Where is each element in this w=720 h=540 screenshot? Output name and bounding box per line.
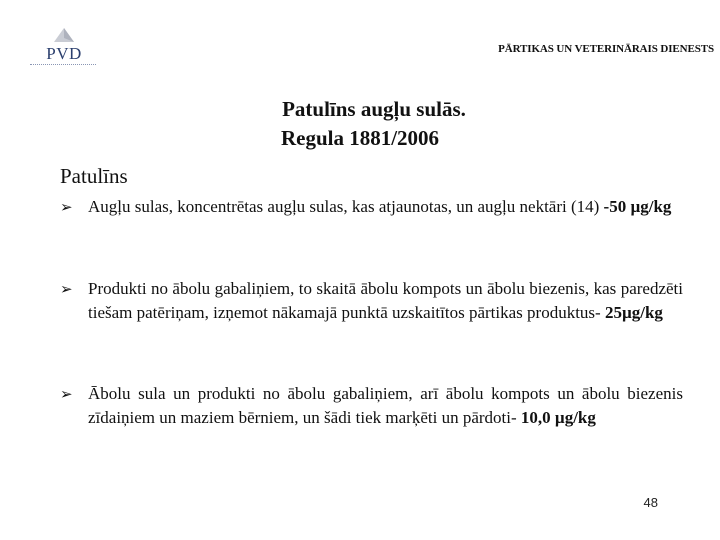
title-line-2: Regula 1881/2006 (280, 126, 440, 150)
list-item (60, 195, 683, 219)
arrow-bullet-icon: ➢ (60, 198, 73, 216)
bullet-text: Augļu sulas, koncentrētas augļu sulas, kas atjaunotas, un augļu nektāri (14) (88, 197, 604, 216)
bullet-text: Ābolu sula un produkti no ābolu gabaliņiem, arī ābolu kompots un ābolu biezenis zīdaiņiem un maziem bērniem, un šādi tiek marķēti un pārdoti- (88, 384, 683, 427)
page-number: 48 (643, 495, 658, 510)
title-line-1: Patulīns augļu sulās. (282, 97, 466, 121)
bullet-value: 25µg/kg (604, 303, 663, 322)
bullet-value: 10,0 µg/kg (520, 408, 596, 427)
arrow-bullet-icon: ➢ (60, 280, 73, 298)
logo-underline (30, 64, 96, 67)
list-item (60, 382, 683, 430)
list-item (60, 277, 683, 325)
logo-text: PVD (46, 44, 82, 63)
arrow-bullet-icon: ➢ (60, 385, 73, 403)
page-title (0, 95, 720, 153)
section-heading: Patulīns (60, 164, 128, 188)
bullet-text: Produkti no ābolu gabaliņiem, to skaitā ābolu kompots un ābolu biezenis, kas paredzēti tiešam patēriņam, izņemot nākamajā punktā uzskaitītos pārtikas produktus- (88, 279, 683, 322)
bullet-value: -50 µg/kg (603, 197, 672, 216)
organization-name: PĀRTIKAS UN VETERINĀRAIS DIENESTS (498, 43, 714, 55)
